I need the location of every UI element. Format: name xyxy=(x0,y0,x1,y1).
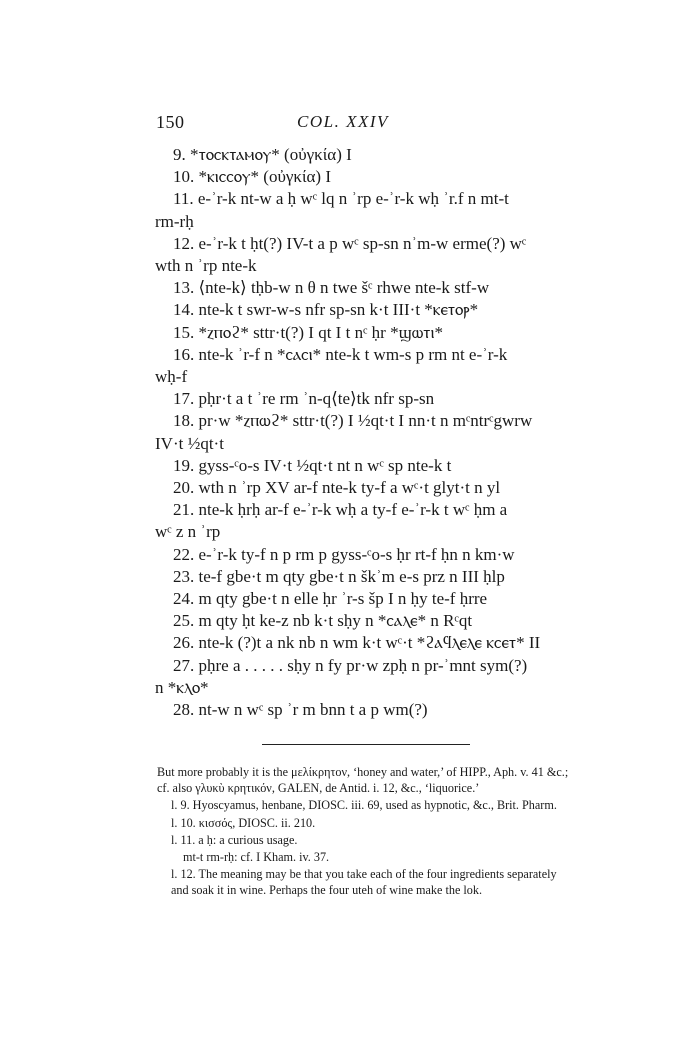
footnote-divider xyxy=(262,744,470,745)
footnotes xyxy=(157,764,577,900)
text-line: 21. nte-k ḥrḥ ar-f e-ʾr-k wḥ a ty-f e-ʾr-k t wᶜ ḥm a xyxy=(173,500,508,520)
footnote: l. 12. The meaning may be that you take each of the four ingredients separately and soak it in wine. Perhaps the four uteh of wine make the lok. xyxy=(171,867,557,898)
transliteration-text xyxy=(155,144,595,721)
text-line: 18. pr·w *ⲍⲡⲱϩ* sttr·t(?) I ½qt·t I nn·t n mᶜntrᶜgwrw xyxy=(173,411,533,431)
text-line-continuation: wᶜ z n ʾrp xyxy=(155,522,221,542)
text-line: 12. e-ʾr-k t ḥt(?) IV-t a p wᶜ sp-sn nʾm-w erme(?) wᶜ xyxy=(173,233,527,253)
text-line: 23. te-f gbe·t m qty gbe·t n škʾm e-s prz n III ḥlp xyxy=(173,566,505,586)
text-line: 20. wth n ʾrp XV ar-f nte-k ty-f a wᶜ·t glyt·t n yl xyxy=(173,478,501,498)
text-line: 19. gyss-ᶜo-s IV·t ½qt·t nt n wᶜ sp nte-k t xyxy=(173,455,452,475)
footnote: l. 10. κισσός, DIOSC. ii. 210. xyxy=(171,815,316,830)
footnote: l. 11. a ḥ: a curious usage. xyxy=(171,832,298,847)
text-line: 22. e-ʾr-k ty-f n p rm p gyss-ᶜo-s ḥr rt-f ḥn n km·w xyxy=(173,544,515,564)
text-line: 9. *ⲧⲟⲥⲕⲧⲁⲙⲟⲩ* (οὐγκία) I xyxy=(173,145,352,164)
footnote: mt-t rm-rḥ: cf. I Kham. iv. 37. xyxy=(183,850,330,865)
text-line-continuation: wḥ-f xyxy=(155,367,188,387)
text-line-continuation: IV·t ½qt·t xyxy=(155,433,224,453)
text-line: 17. pḥr·t a t ʾre rm ʾn-q⟨te⟩tk nfr sp-sn xyxy=(173,389,435,409)
text-line-continuation: rm-rḥ xyxy=(155,211,194,231)
text-line: 10. *ⲕⲓⲥⲥⲟⲩ* (οὐγκία) I xyxy=(173,167,331,187)
text-line-continuation: wth n ʾrp nte-k xyxy=(155,256,257,276)
running-head: COL. XXIV xyxy=(297,112,389,131)
text-line: 14. nte-k t swr-w-s nfr sp-sn k·t III·t *ⲕⲉⲧⲟⲣ* xyxy=(173,300,479,320)
footnote: l. 9. Hyoscyamus, henbane, DIOSC. iii. 69, used as hypnotic, &c., Brit. Pharm. xyxy=(171,798,557,813)
text-line: 13. ⟨nte-k⟩ tḥb-w n θ n twe šᶜ rhwe nte-k stf-w xyxy=(173,278,490,298)
text-line: 16. nte-k ʾr-f n *ⲥⲁⲥⲓ* nte-k t wm-s p rm nt e-ʾr-k xyxy=(173,344,508,364)
text-line: 26. nte-k (?)t a nk nb n wm k·t wᶜ·t *ϩⲁϥⲗⲉⲗⲉ ⲕⲥⲉⲧ* II xyxy=(173,633,541,653)
text-line: 24. m qty gbe·t n elle ḥr ʾr-s šp I n ḥy te-f ḥrre xyxy=(173,589,488,609)
text-line: 28. nt-w n wᶜ sp ʾr m bnn t a p wm(?) xyxy=(173,700,428,720)
text-line: 11. e-ʾr-k nt-w a ḥ wᶜ lq n ʾrp e-ʾr-k wḥ ʾr.f n mt-t xyxy=(173,189,509,209)
text-line: 27. pḥre a . . . . . sḥy n fy pr·w zpḥ n pr-ʾmnt sym(?) xyxy=(173,655,528,675)
text-line: 25. m qty ḥt ke-z nb k·t sḥy n *ⲥⲁⲗⲉ* n Rᶜqt xyxy=(173,611,473,631)
page-number: 150 xyxy=(156,112,185,132)
page-header xyxy=(146,112,540,136)
footnote: But more probably it is the μελίκρητον, ‘honey and water,’ of HIPP., Aph. v. 41 &c.; cf. also γλυκὺ κρητικόν, GALEN, de Antid. i. 12, &c., ‘liquorice.’ xyxy=(157,765,569,796)
text-line-continuation: n *ⲕⲗⲟ* xyxy=(155,677,209,697)
text-line: 15. *ⲍⲡⲟϩ* sttr·t(?) I qt I t nᶜ ḥr *ϣⲱⲧⲓ* xyxy=(173,322,444,342)
